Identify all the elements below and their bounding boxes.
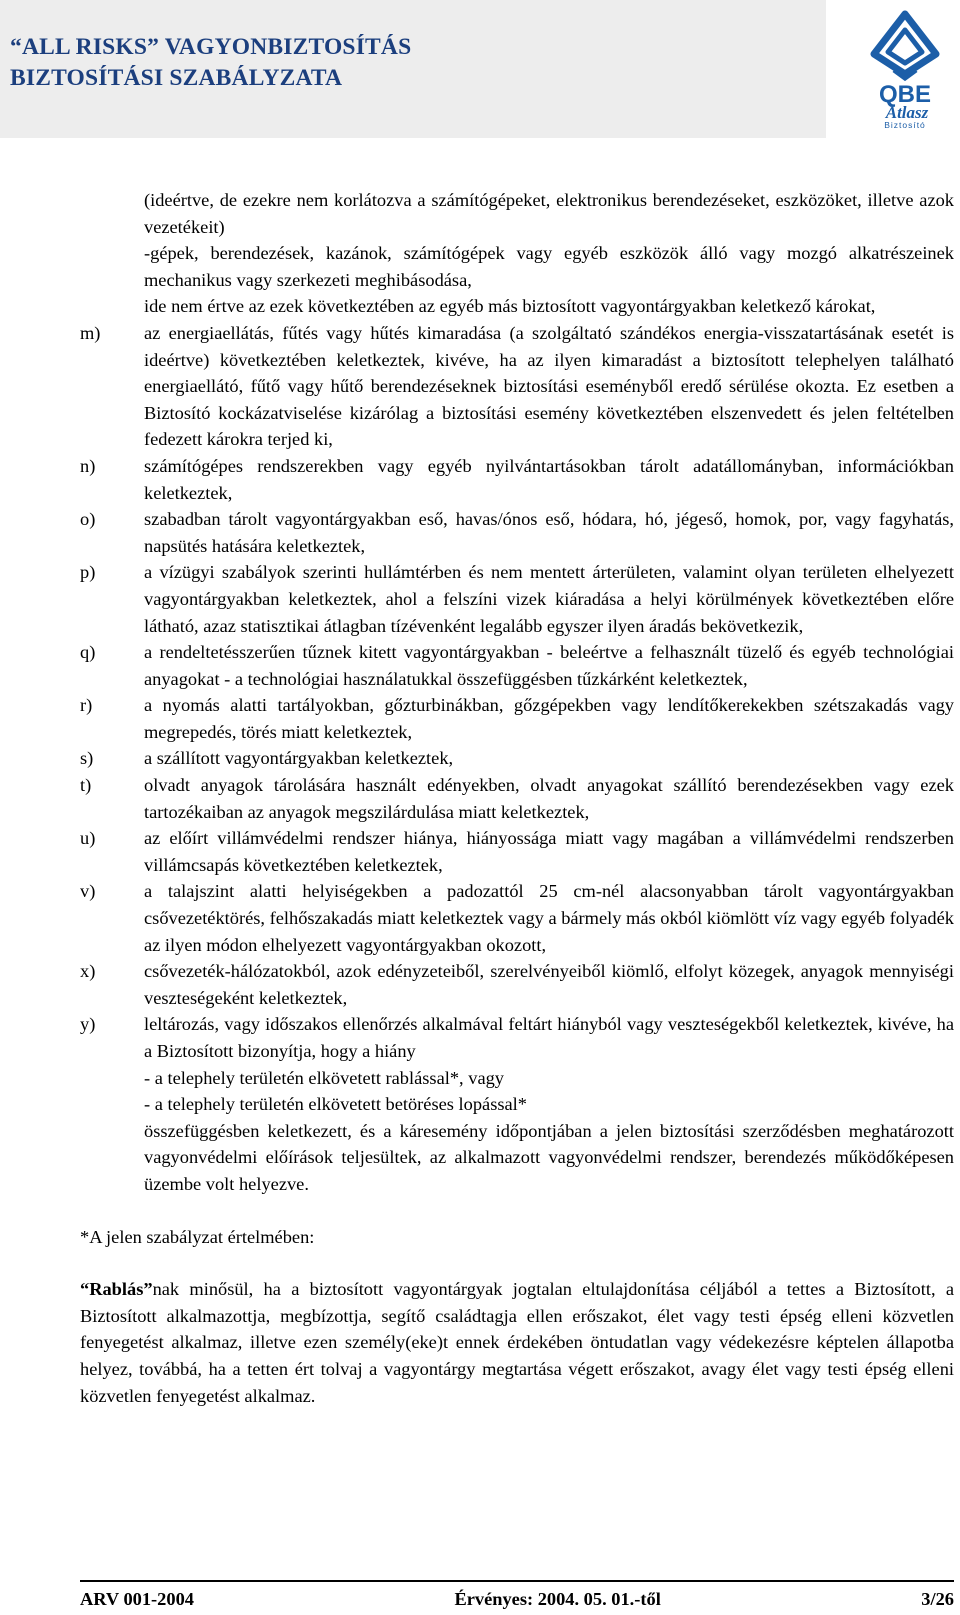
footer-rule xyxy=(80,1580,954,1582)
intro-line: ide nem értve az ezek következtében az egyéb más biztosított vagyontárgyakban keletkező károkat, xyxy=(144,296,876,317)
list-item xyxy=(80,1011,954,1064)
list-item xyxy=(80,825,954,878)
list-item xyxy=(80,878,954,958)
item-label: y) xyxy=(80,1014,96,1035)
definition-paragraph xyxy=(80,1276,954,1409)
item-label: p) xyxy=(80,562,96,583)
qbe-atlasz-logo xyxy=(862,8,948,130)
title-line-1: “ALL RISKS” VAGYONBIZTOSÍTÁS xyxy=(10,34,412,60)
item-label: s) xyxy=(80,748,94,769)
item-text: szabadban tárolt vagyontárgyakban eső, havas/ónos eső, hódara, hó, jégeső, homok, por, vagy fagyhatás, napsütés hatására keletkeztek, xyxy=(144,509,954,556)
document-code: ARV 001-2004 xyxy=(80,1589,194,1609)
list-item xyxy=(80,506,954,559)
list-item xyxy=(80,320,954,453)
item-label: v) xyxy=(80,881,96,902)
list-item xyxy=(80,639,954,692)
item-label: x) xyxy=(80,961,96,982)
item-label: n) xyxy=(80,455,96,476)
page-footer xyxy=(80,1580,954,1611)
title-line-2: BIZTOSÍTÁSI SZABÁLYZATA xyxy=(10,65,343,91)
item-text: leltározás, vagy időszakos ellenőrzés alkalmával feltárt hiányból vagy veszteségekből keletkeztek, kivéve, ha a Biztosított bizonyítja, hogy a hiány xyxy=(144,1014,954,1061)
intro-line: (ideértve, de ezekre nem korlátozva a számítógépeket, elektronikus berendezéseket, eszközöket, illetve azok vezetékeit) xyxy=(144,190,954,237)
list-item xyxy=(80,559,954,639)
footnote-heading: *A jelen szabályzat értelmében: xyxy=(80,1226,315,1247)
list-item xyxy=(80,692,954,745)
item-continuation: - a telephely területén elkövetett betöréses lopással* xyxy=(144,1094,527,1115)
logo-sub: Atlasz xyxy=(885,103,929,122)
list-item xyxy=(80,453,954,506)
item-label: t) xyxy=(80,775,92,796)
definition-term: “Rablás” xyxy=(80,1279,153,1300)
item-continuation: - a telephely területén elkövetett rablással*, vagy xyxy=(144,1067,505,1088)
list-item xyxy=(80,745,954,772)
definition-text: nak minősül, ha a biztosított vagyontárgyak jogtalan eltulajdonítása céljából a tettes a Biztosított, a Biztosított alkalmazottja, megbízottja, segítő családtagja ellen erőszakot, élet vagy testi épség elleni közvetlen fenyegetést alkalmaz, illetve ezen személy(eke)t ennek érdekében öntudatlan vagy védekezésre képtelen állapotba helyez, továbbá, ha a tetten ért tolvaj a vagyontárgy megtartása végett erőszakot, avagy élet vagy testi épség elleni közvetlen fenyegetést alkalmaz. xyxy=(80,1279,954,1406)
list-item xyxy=(80,958,954,1011)
item-text: számítógépes rendszerekben vagy egyéb nyilvántartásokban tárolt adatállományban, információkban keletkeztek, xyxy=(144,455,954,503)
item-label: q) xyxy=(80,642,96,663)
validity-date: Érvényes: 2004. 05. 01.-től xyxy=(454,1589,661,1609)
item-label: u) xyxy=(80,828,96,849)
item-continuation: összefüggésben keletkezett, és a káresemény időpontjában a jelen biztosítási szerződésben meghatározott vagyonvédelmi előírások teljesültek, az alkalmazott vagyonvédelmi rendszer, berendezés működőképesen üzembe volt helyezve. xyxy=(144,1120,954,1194)
item-text: olvadt anyagok tárolására használt edényekben, olvadt anyagokat szállító berendezésekben vagy ezek tartozékaiban az anyagok megszilárdulása miatt keletkeztek, xyxy=(144,775,954,822)
item-text: a szállított vagyontárgyakban keletkeztek, xyxy=(144,748,454,769)
page-number: 3/26 xyxy=(921,1589,954,1609)
item-text: csővezeték-hálózatokból, azok edényzeteiből, szerelvényeiből kiömlő, elfolyt közegek, anyagok mennyiségi veszteségeként keletkeztek, xyxy=(144,961,954,1008)
item-text: a nyomás alatti tartályokban, gőzturbinákban, gőzgépekben vagy lendítőkerekekben szétszakadás vagy megrepedés, törés miatt keletkeztek, xyxy=(144,695,954,742)
intro-line: -gépek, berendezések, kazánok, számítógépek vagy egyéb eszközök álló vagy mozgó alkatrészeinek mechanikus vagy szerkezeti meghibásodása, xyxy=(144,243,954,290)
logo-tag: Biztosító xyxy=(884,120,926,130)
item-text: az energiaellátás, fűtés vagy hűtés kimaradása (a szolgáltató szándékos energia-visszatartásának esetét is ideértve) következtében keletkeztek, kivéve, ha az ilyen kimaradást a biztosított telephelyen található energiaellátó, fűtő vagy hűtő berendezéseknek biztosítási eseményből eredő sérülése okozta. Ez esetben a Biztosító kockázatviselése kizárólag a biztosítási esemény következtében elszenvedett és jelen feltételben fedezett károkra terjed ki, xyxy=(144,322,954,450)
page-header xyxy=(0,0,960,138)
item-label: r) xyxy=(80,695,93,716)
list-item xyxy=(80,772,954,825)
item-label: m) xyxy=(80,322,101,343)
item-text: a rendeltetésszerűen tűznek kitett vagyontárgyakban - beleértve a felhasznált tüzelő és egyéb technológiai anyagokat - a technológiai használatukkal összefüggésben tűzkárként keletkeztek, xyxy=(144,642,954,689)
document-body xyxy=(80,187,954,1409)
item-label: o) xyxy=(80,509,96,530)
item-text: az előírt villámvédelmi rendszer hiánya, hiányossága miatt vagy magában a villámvédelmi rendszerben villámcsapás következtében keletkeztek, xyxy=(144,828,954,875)
document-title xyxy=(10,32,411,94)
logo-brand: QBE xyxy=(878,81,932,108)
item-text: a talajszint alatti helyiségekben a padozattól 25 cm-nél alacsonyabban tárolt vagyontárgyakban csővezetéktörés, felhőszakadás miatt keletkeztek vagy a bármely más okból kiömlött víz vagy egyéb folyadék az ilyen módon elhelyezett vagyontárgyakban okozott, xyxy=(144,881,954,955)
item-text: a vízügyi szabályok szerinti hullámtérben és nem mentett árterületen, valamint olyan területen elhelyezett vagyontárgyakban keletkeztek, ahol a felszíni vizek kiáradása a helyi körülmények következtében előre látható, azaz statisztikai átlagban tízévenként legalább egyszer ilyen áradás bekövetkezik, xyxy=(144,562,954,636)
